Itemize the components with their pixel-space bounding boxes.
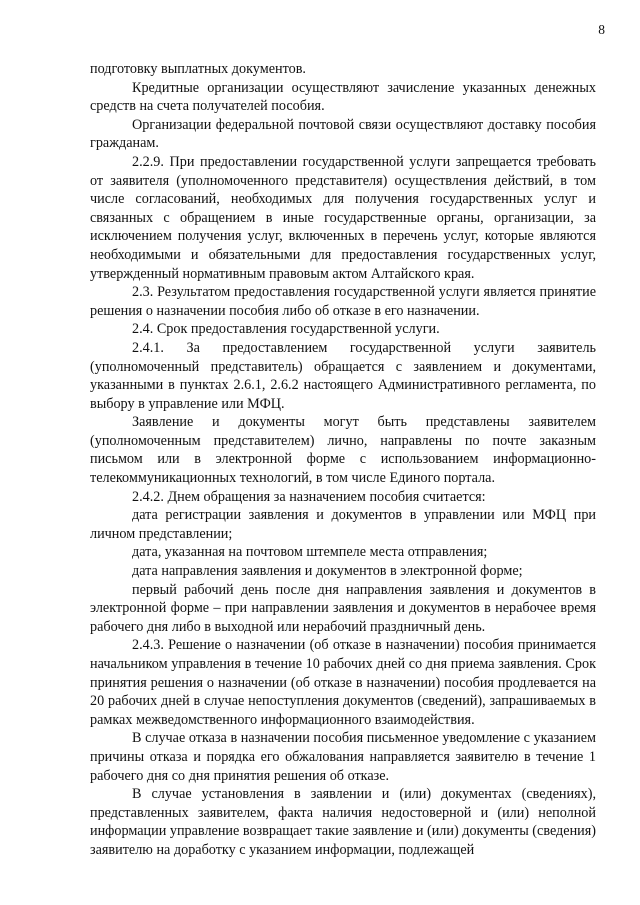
paragraph: 2.4.2. Днем обращения за назначением пособия считается: xyxy=(132,488,486,505)
page-number: 8 xyxy=(598,22,605,37)
paragraph: 2.3. Результатом предоставления государственной услуги является принятие решения о назначении пособия либо об отказе в его назначении. xyxy=(90,284,596,319)
paragraph: подготовку выплатных документов. xyxy=(90,61,306,77)
paragraph: В случае отказа в назначении пособия письменное уведомление с указанием причины отказа и порядка его обжалования направляется заявителю в течение 1 рабочего дня со дня принятия решения об отказе. xyxy=(90,730,596,784)
paragraph: дата, указанная на почтовом штемпеле места отправления; xyxy=(132,544,488,561)
paragraph: Кредитные организации осуществляют зачисление указанных денежных средств на счета получателей пособия. xyxy=(90,79,596,115)
document-body xyxy=(90,60,596,860)
paragraph: 2.4. Срок предоставления государственной услуги. xyxy=(132,321,440,338)
paragraph: 2.2.9. При предоставлении государственной услуги запрещается требовать от заявителя (уполномоченного представителя) осуществления действий, в том числе согласований, необходимых для получения государственных услуг и связанных с обращением в иные государственные органы, организации, за исключением получения услуг, включенных в перечень услуг, которые являются необходимыми и обязательными для предоставления государственных услуг, утвержденный нормативным правовым актом Алтайского края. xyxy=(90,153,596,282)
paragraph: Организации федеральной почтовой связи осуществляют доставку пособия гражданам. xyxy=(90,116,596,152)
paragraph: 2.4.1. За предоставлением государственной услуги заявитель (уполномоченный представитель) обращается с заявлением и документами, указанными в пунктах 2.6.1, 2.6.2 настоящего Административного регламента, по выбору в управление или МФЦ. xyxy=(90,339,596,412)
paragraph: дата регистрации заявления и документов в управлении или МФЦ при личном представлении; xyxy=(90,507,596,542)
paragraph: 2.4.3. Решение о назначении (об отказе в назначении) пособия принимается начальником управления в течение 10 рабочих дней со дня приема заявления. Срок принятия решения о назначении (об отказе в назначении) пособия продлевается на 20 рабочих дней в случае непоступления документов (сведений), запрашиваемых в рамках межведомственного информационного взаимодействия. xyxy=(90,637,596,728)
paragraph: В случае установления в заявлении и (или) документах (сведениях), представленных заявителем, факта наличия недостоверной и (или) неполной информации управление возвращает такие заявление и (или) документы (сведения) заявителю на доработку с указанием информации, подлежащей xyxy=(90,786,597,858)
paragraph: дата направления заявления и документов в электронной форме; xyxy=(132,563,523,580)
paragraph: Заявление и документы могут быть представлены заявителем (уполномоченным представителем) лично, направлены по почте заказным письмом или в электронной форме с использованием информационно-телекоммуникационных технологий, в том числе Единого портала. xyxy=(90,414,596,487)
paragraph: первый рабочий день после дня направления заявления и документов в электронной форме – при направлении заявления и документов в нерабочее время рабочего дня либо в выходной или нерабочий праздничный день. xyxy=(90,581,596,635)
